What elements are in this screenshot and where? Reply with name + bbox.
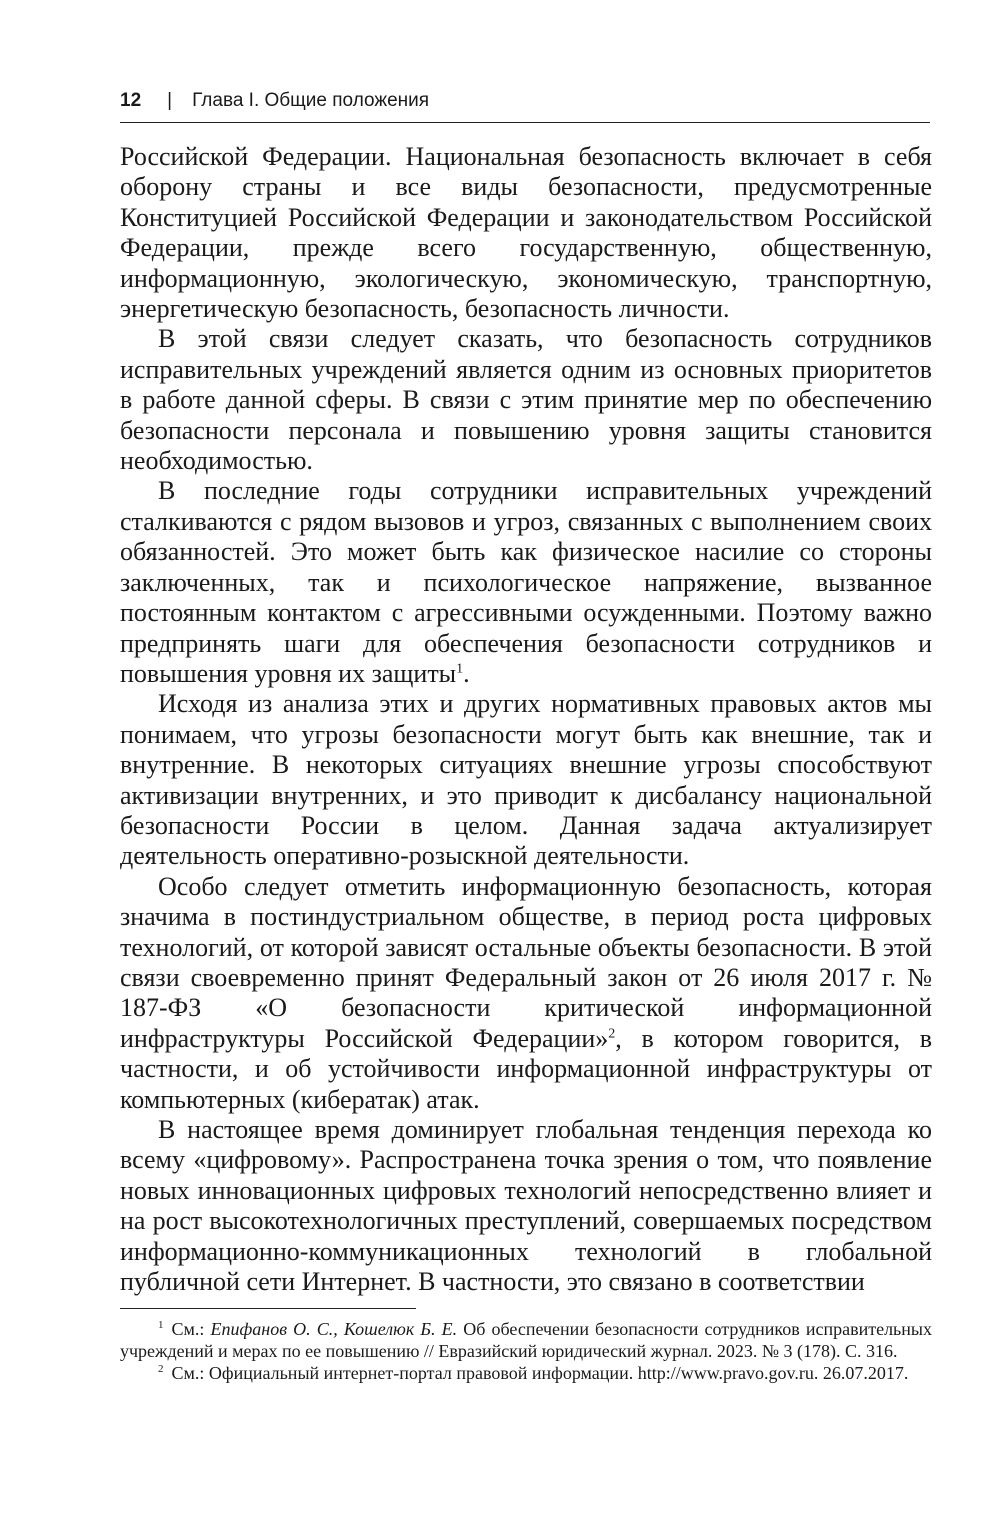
footnote-reference[interactable]: 1 bbox=[456, 661, 464, 677]
running-header bbox=[120, 86, 930, 123]
paragraph bbox=[120, 1115, 932, 1297]
paragraph bbox=[120, 689, 932, 871]
footnote-prefix: См.: bbox=[171, 1319, 211, 1339]
chapter-title: Глава I. Общие положения bbox=[192, 90, 430, 111]
footnote bbox=[120, 1362, 932, 1384]
footnotes bbox=[120, 1318, 932, 1384]
paragraph-text: В последние годы сотрудники исправительных учреждений сталкиваются с рядом вызовов и угроз, связанных с выполнением своих обязанностей. Это может быть как физическое насилие со стороны заключенных, так и психологическое напряжение, вызванное постоянным контактом с агрессивными осужденными. Поэтому важно предпринять шаги для обеспечения безопасности сотрудников и повышения уровня их защиты bbox=[120, 476, 932, 688]
header-separator: | bbox=[167, 90, 173, 111]
footnote-divider bbox=[120, 1308, 416, 1309]
footnote-mark: 2 bbox=[158, 1363, 164, 1375]
paragraph bbox=[120, 324, 932, 476]
footnote-authors: Епифанов О. С., Кошелюк Б. Е. bbox=[210, 1319, 458, 1339]
paragraph bbox=[120, 476, 932, 689]
footnote-text: Официальный интернет-портал правовой информации. http://www.pravo.gov.ru. 26.07.2017. bbox=[208, 1363, 909, 1383]
paragraph-text: . bbox=[463, 658, 470, 688]
paragraph-text: Исходя из анализа этих и других нормативных правовых актов мы понимаем, что угрозы безопасности могут быть как внешние, так и внутренние. В некоторых ситуациях внешние угрозы способствуют активизации внутренних, и это приводит к дисбалансу национальной безопасности России в целом. Данная задача актуализирует деятельность оперативно-розыскной деятельности. bbox=[120, 689, 932, 871]
footnote-mark: 1 bbox=[158, 1319, 164, 1331]
footnote bbox=[120, 1318, 932, 1362]
main-text bbox=[120, 142, 932, 1297]
paragraph-text: , в котором говорится, в частности, и об устойчивости информационной инфраструктуры от компьютерных (кибератак) атак. bbox=[120, 1023, 932, 1114]
footnote-prefix: См.: bbox=[171, 1363, 209, 1383]
paragraph bbox=[120, 872, 932, 1115]
paragraph-text: Российской Федерации. Национальная безопасность включает в себя оборону страны и все виды безопасности, предусмотренные Конституцией Российской Федерации и законодательством Российской Федерации, прежде всего государственную, общественную, информационную, экологическую, экономическую, транспортную, энергетическую безопасность, безопасность личности. bbox=[120, 142, 932, 324]
footnote-text: Об обеспечении безопасности сотрудников исправительных учреждений и мерах по ее повышению // Евразийский юридический журнал. 2023. № 3 (178). С. 316. bbox=[120, 1319, 932, 1361]
paragraph-text: В этой связи следует сказать, что безопасность сотрудников исправительных учреждений является одним из основных приоритетов в работе данной сферы. В связи с этим принятие мер по обеспечению безопасности персонала и повышению уровня защиты становится необходимостью. bbox=[120, 324, 932, 476]
paragraph bbox=[120, 142, 932, 324]
footnote-reference[interactable]: 2 bbox=[608, 1026, 616, 1042]
paragraph-text: В настоящее время доминирует глобальная тенденция перехода ко всему «цифровому». Распространена точка зрения о том, что появление новых инновационных цифровых технологий непосредственно влияет и на рост высокотехнологичных преступлений, совершаемых посредством информационно-коммуникационных технологий в глобальной публичной сети Интернет. В частности, это связано в соответствии bbox=[120, 1115, 932, 1297]
page-number: 12 bbox=[120, 90, 142, 111]
paragraph-text: Особо следует отметить информационную безопасность, которая значима в постиндустриальном обществе, в период роста цифровых технологий, от которой зависят остальные объекты безопасности. В этой связи своевременно принят Федеральный закон от 26 июля 2017 г. № 187-ФЗ «О безопасности критической информационной инфраструктуры Российской Федерации» bbox=[120, 871, 932, 1053]
